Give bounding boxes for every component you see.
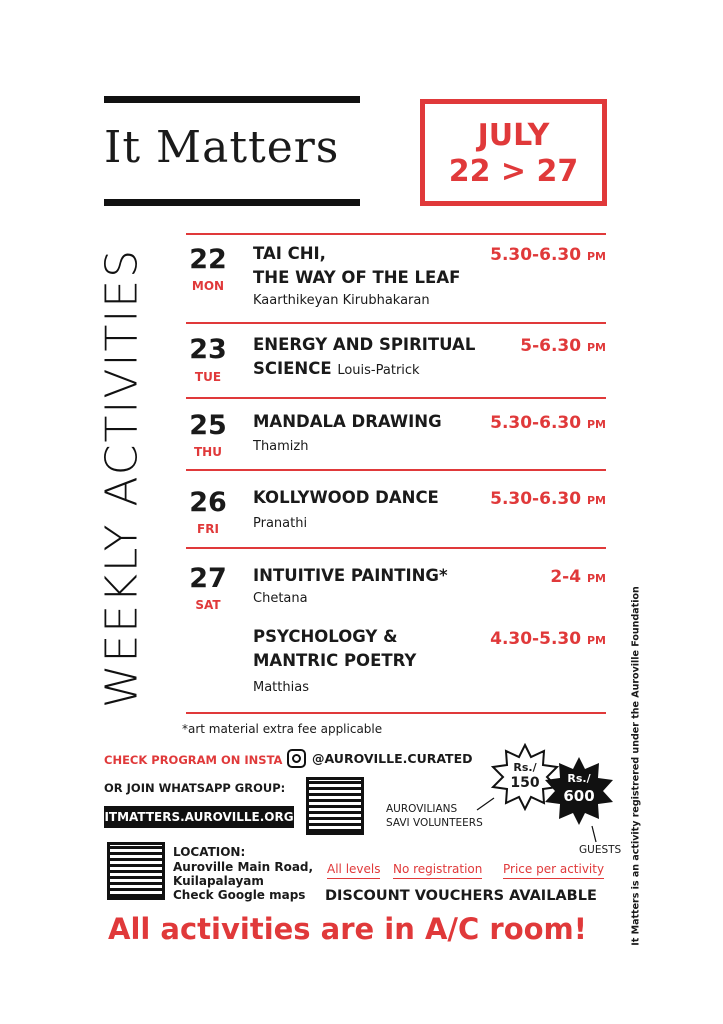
day-name: SAT bbox=[195, 598, 221, 612]
chip-price-per-activity: Price per activity bbox=[503, 862, 604, 879]
divider bbox=[186, 712, 606, 714]
divider bbox=[186, 469, 606, 471]
day-number: 25 bbox=[189, 410, 227, 441]
day-number: 27 bbox=[189, 563, 227, 594]
maps-link[interactable]: Check Google maps bbox=[173, 888, 306, 902]
location-line: Kuilapalayam bbox=[173, 874, 264, 888]
activity-time: 5.30-6.30 PM bbox=[490, 413, 606, 433]
day-name: TUE bbox=[194, 370, 222, 384]
activity-time: 5.30-6.30 PM bbox=[490, 489, 606, 509]
instructor: Chetana bbox=[253, 591, 308, 606]
activity-title: INTUITIVE PAINTING* bbox=[253, 566, 448, 585]
divider bbox=[186, 547, 606, 549]
divider bbox=[186, 322, 606, 324]
date-range-box bbox=[420, 99, 607, 206]
chip-all-levels: All levels bbox=[327, 862, 380, 879]
instagram-handle[interactable]: @AUROVILLE.CURATED bbox=[312, 751, 473, 766]
aurovilians-label: AUROVILIANS SAVI VOLUNTEERS bbox=[386, 803, 483, 829]
footnote: *art material extra fee applicable bbox=[182, 722, 383, 736]
activity-time: 5.30-6.30 PM bbox=[490, 245, 606, 265]
activity-time: 2-4 PM bbox=[550, 567, 606, 587]
day-number: 23 bbox=[189, 334, 227, 365]
activity-title bbox=[253, 333, 475, 383]
day-number: 22 bbox=[189, 244, 227, 275]
activity-title bbox=[253, 242, 460, 290]
activity-title-line1: ENERGY AND SPIRITUAL bbox=[253, 335, 476, 354]
price-currency: Rs./ bbox=[567, 772, 591, 785]
pointer-line bbox=[590, 824, 600, 844]
guests-label: GUESTS bbox=[579, 844, 622, 856]
price-value: 150 bbox=[510, 775, 540, 791]
price-value: 600 bbox=[563, 787, 595, 805]
foundation-note: It Matters is an activity registrered under the Auroville Foundation bbox=[630, 586, 642, 946]
divider bbox=[186, 397, 606, 399]
activity-title-line1: TAI CHI, bbox=[253, 244, 326, 263]
instructor: Matthias bbox=[253, 680, 309, 695]
date-range: 22 > 27 bbox=[448, 154, 579, 189]
instructor: Kaarthikeyan Kirubhakaran bbox=[253, 293, 430, 308]
activity-title: MANDALA DRAWING bbox=[253, 412, 442, 431]
activity-time: 5-6.30 PM bbox=[520, 336, 606, 356]
activity-time: 4.30-5.30 PM bbox=[490, 629, 606, 649]
date-month: JULY bbox=[477, 118, 550, 153]
price-badge-guests bbox=[543, 755, 615, 827]
title-bottom-bar bbox=[104, 199, 360, 206]
activity-title: KOLLYWOOD DANCE bbox=[253, 488, 439, 507]
whatsapp-qr-code[interactable] bbox=[306, 777, 364, 835]
day-name: THU bbox=[194, 445, 222, 459]
activity-title bbox=[253, 625, 416, 673]
instructor: Pranathi bbox=[253, 516, 308, 531]
activity-title-line2: SCIENCE Louis-Patrick bbox=[253, 359, 420, 378]
price-currency: Rs./ bbox=[513, 761, 537, 774]
instructor: Louis-Patrick bbox=[337, 363, 420, 378]
activity-title-line2: MANTRIC POETRY bbox=[253, 651, 417, 670]
title-top-bar bbox=[104, 96, 360, 103]
day-number: 26 bbox=[189, 487, 227, 518]
activity-title-line2: THE WAY OF THE LEAF bbox=[253, 268, 461, 287]
chip-no-registration: No registration bbox=[393, 862, 482, 879]
instagram-icon bbox=[287, 749, 306, 768]
location-line: Auroville Main Road, bbox=[173, 860, 314, 874]
location-label: LOCATION: bbox=[173, 845, 246, 859]
whatsapp-label: OR JOIN WHATSAPP GROUP: bbox=[104, 781, 286, 795]
day-name: MON bbox=[191, 279, 225, 293]
page-title: It Matters bbox=[104, 122, 340, 173]
activity-title-line1: PSYCHOLOGY & bbox=[253, 627, 398, 646]
website-link[interactable]: ITMATTERS.AUROVILLE.ORG bbox=[104, 806, 294, 828]
instagram-label: CHECK PROGRAM ON INSTA bbox=[104, 753, 283, 767]
location-qr-code[interactable] bbox=[107, 842, 165, 900]
weekly-activities-vertical-title: WEEKLY ACTIVITIES bbox=[96, 247, 148, 709]
footer-headline: All activities are in A/C room! bbox=[108, 912, 587, 946]
divider bbox=[186, 233, 606, 235]
instructor: Thamizh bbox=[253, 439, 309, 454]
day-name: FRI bbox=[197, 522, 219, 536]
discount-vouchers-text: DISCOUNT VOUCHERS AVAILABLE bbox=[325, 888, 597, 904]
